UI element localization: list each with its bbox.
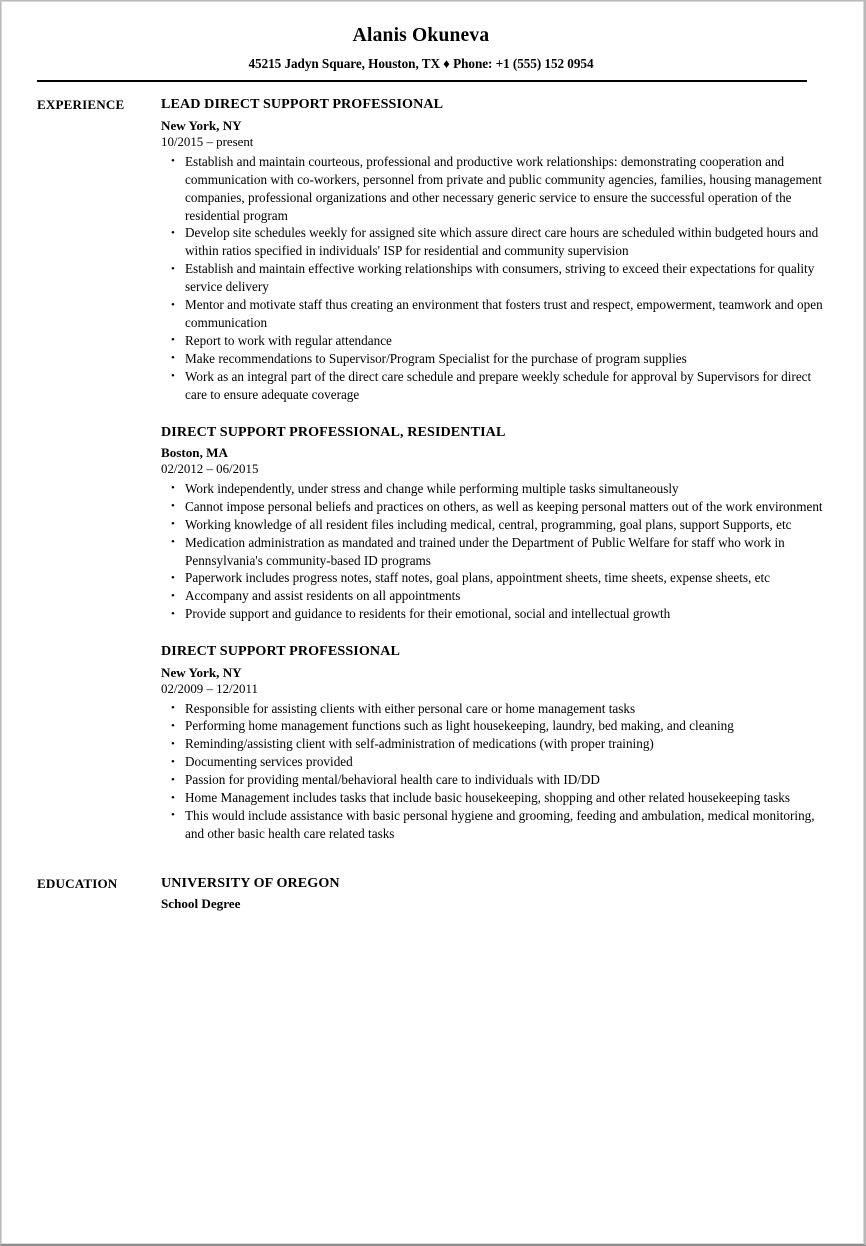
job-responsibilities [161, 153, 827, 404]
education-school: UNIVERSITY OF OREGON [161, 874, 340, 891]
education-degree: School Degree [161, 896, 241, 912]
list-item: • Establish and maintain effective working relationships with consumers, striving to exceed their expectations for quality service delivery [161, 260, 827, 296]
job-location: Boston, MA [161, 445, 228, 461]
candidate-name: Alanis Okuneva [352, 25, 490, 46]
job-dates: 02/2009 – 12/2011 [161, 681, 258, 696]
list-item: • Paperwork includes progress notes, staff notes, goal plans, appointment sheets, time sheets, expense sheets, etc [161, 569, 827, 587]
list-item: • Performing home management functions such as light housekeeping, laundry, bed making, and cleaning [161, 717, 827, 735]
list-item: • Working knowledge of all resident files including medical, central, programming, goal plans, support Supports, etc [161, 516, 827, 534]
job-responsibilities [161, 480, 827, 623]
list-item: • Work as an integral part of the direct care schedule and prepare weekly schedule for approval by Supervisors for direct care to ensure adequate coverage [161, 368, 827, 404]
resume-header [37, 25, 827, 82]
list-item: • Cannot impose personal beliefs and practices on others, as well as keeping personal matters out of the work environment [161, 498, 827, 516]
list-item: • Home Management includes tasks that include basic housekeeping, shopping and other related housekeeping tasks [161, 789, 827, 807]
job-dates: 10/2015 – present [161, 135, 254, 150]
education-entry [161, 875, 827, 913]
experience-section-label: EXPERIENCE [37, 97, 125, 113]
experience-entry [161, 424, 827, 624]
list-item: • Report to work with regular attendance [161, 332, 827, 350]
experience-entry [161, 643, 827, 843]
job-title: DIRECT SUPPORT PROFESSIONAL, RESIDENTIAL [161, 423, 506, 440]
list-item: • Reminding/assisting client with self-administration of medications (with proper training) [161, 735, 827, 753]
experience-list [161, 96, 827, 842]
education-section [37, 875, 827, 913]
list-item: • Responsible for assisting clients with either personal care or home management tasks [161, 700, 827, 718]
job-location: New York, NY [161, 118, 242, 134]
resume-content [37, 25, 827, 912]
education-list [161, 875, 827, 913]
list-item: • Medication administration as mandated and trained under the Department of Public Welfare for staff who work in Pennsylvania's community-based ID programs [161, 534, 827, 570]
candidate-contact-line: 45215 Jadyn Square, Houston, TX ♦ Phone: +1 (555) 152 0954 [248, 56, 594, 72]
job-dates: 02/2012 – 06/2015 [161, 462, 259, 477]
job-title: DIRECT SUPPORT PROFESSIONAL [161, 643, 400, 660]
experience-entry [161, 96, 827, 403]
list-item: • Develop site schedules weekly for assigned site which assure direct care hours are scheduled within budgeted hours and within ratios specified in individuals' ISP for residential and community supervision [161, 224, 827, 260]
list-item: • Documenting services provided [161, 753, 827, 771]
job-location: New York, NY [161, 664, 242, 680]
list-item: • Provide support and guidance to residents for their emotional, social and intellectual growth [161, 605, 827, 623]
list-item: • Establish and maintain courteous, professional and productive work relationships: demonstrating cooperation and communication with co-workers, personnel from private and public community agencies, families, housing management companies, professional organizations and other necessary generic service to ensure the successful operation of the residential program [161, 153, 827, 225]
education-section-label: EDUCATION [37, 875, 118, 891]
list-item: • Accompany and assist residents on all appointments [161, 587, 827, 605]
job-title: LEAD DIRECT SUPPORT PROFESSIONAL [161, 96, 444, 113]
header-divider-rule [37, 80, 807, 82]
job-responsibilities [161, 700, 827, 843]
list-item: • Mentor and motivate staff thus creating an environment that fosters trust and respect, empowerment, teamwork and open communication [161, 296, 827, 332]
list-item: • Passion for providing mental/behavioral health care to individuals with ID/DD [161, 771, 827, 789]
list-item: • Make recommendations to Supervisor/Program Specialist for the purchase of program supplies [161, 350, 827, 368]
list-item: • Work independently, under stress and change while performing multiple tasks simultaneously [161, 480, 827, 498]
list-item: • This would include assistance with basic personal hygiene and grooming, feeding and ambulation, medical monitoring, and other basic health care related tasks [161, 807, 827, 843]
experience-section [37, 96, 827, 842]
